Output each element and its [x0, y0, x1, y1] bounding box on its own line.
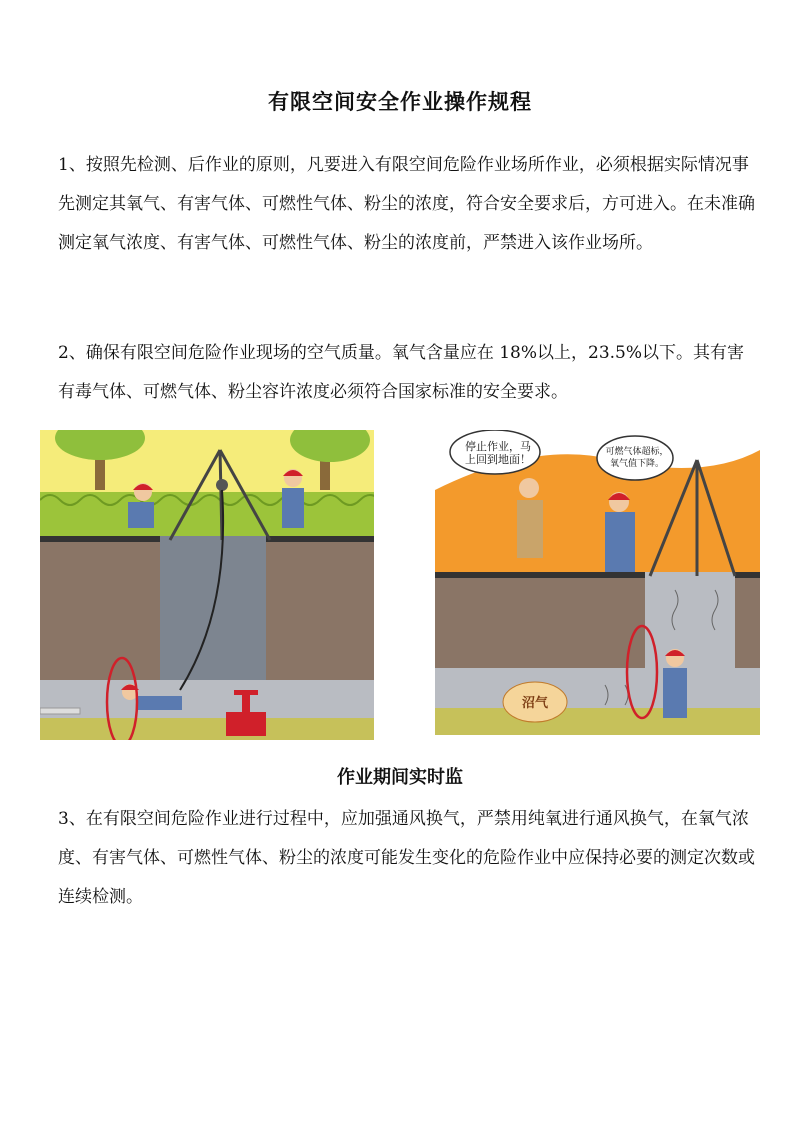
section-subheading: 作业期间实时监: [337, 767, 463, 788]
document-title: 有限空间安全作业操作规程: [268, 89, 532, 114]
paragraph-1: 1、按照先检测、后作业的原则，凡要进入有限空间危险作业场所作业，必须根据实际情况事先测定其氧气、有害气体、可燃性气体、粉尘的浓度，符合安全要求后，方可进入。在未准确测定氧气浓度、有害气体、可燃性气体、粉尘的浓度前，严禁进入该作业场所。: [58, 155, 755, 253]
bubble-right-line-1: 可燃气体超标，: [605, 447, 669, 457]
illustration-gas-alarm: [435, 430, 760, 735]
gas-label: 沼气: [521, 696, 548, 711]
illustration-gas-testing: [40, 430, 374, 740]
paragraph-3: 3、在有限空间危险作业进行过程中，应加强通风换气，严禁用纯氧进行通风换气，在氧气浓度、有害气体、可燃性气体、粉尘的浓度可能发生变化的危险作业中应保持必要的测定次数或连续检测。: [58, 809, 755, 907]
bubble-left-line-1: 停止作业，马: [465, 440, 531, 453]
bubble-left-line-2: 上回到地面！: [465, 453, 531, 466]
bubble-right-line-2: 氧气值下降。: [609, 459, 664, 469]
paragraph-2: 2、确保有限空间危险作业现场的空气质量。氧气含量应在 18%以上，23.5%以下。其有害有毒气体、可燃气体、粉尘容许浓度必须符合国家标准的安全要求。: [58, 343, 745, 402]
